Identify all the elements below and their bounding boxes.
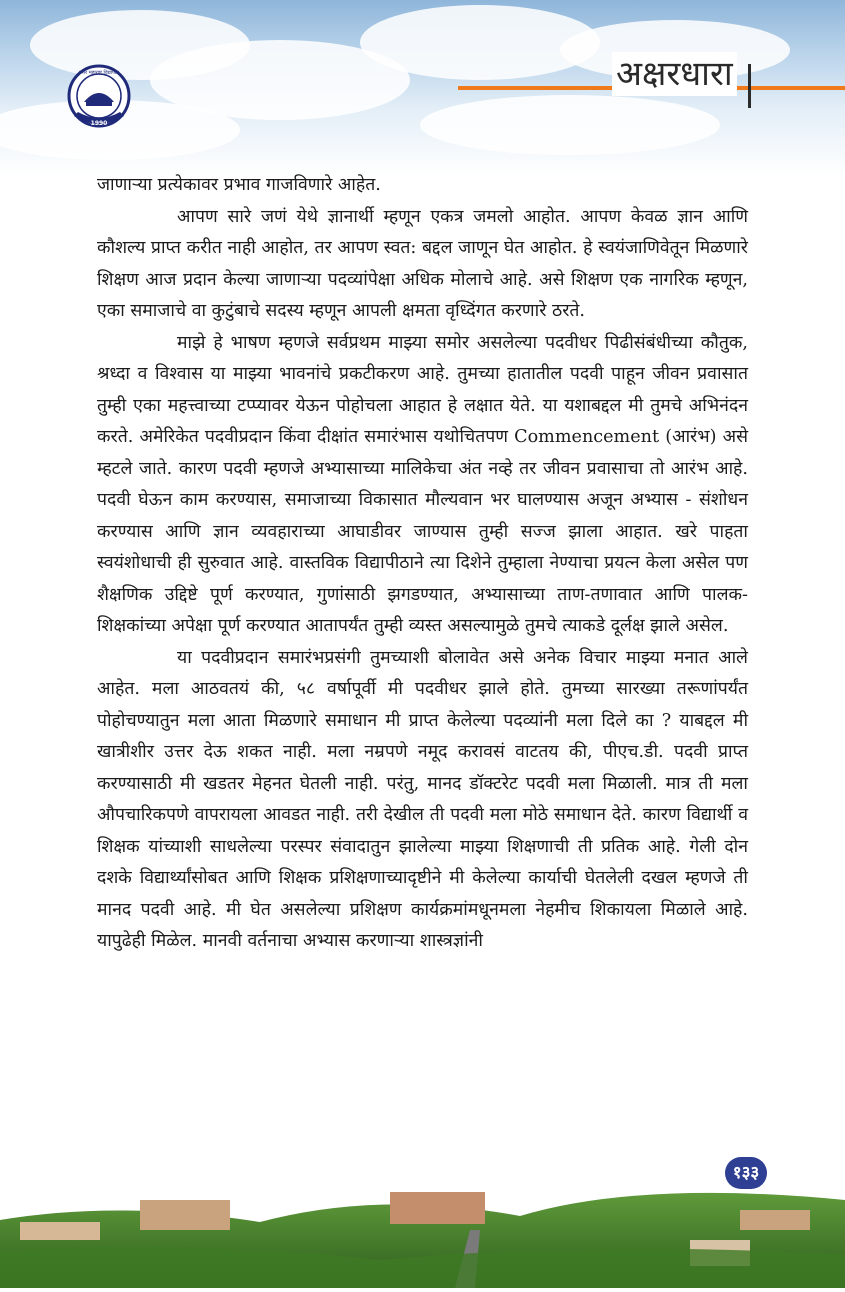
university-emblem-icon: [62, 62, 136, 134]
page-number-badge: १३३: [725, 1157, 767, 1189]
logo-arc-text: उत्तर महाराष्ट्र विद्यापीठ: [78, 70, 120, 76]
paragraph: माझे हे भाषण म्हणजे सर्वप्रथम माझ्या समोर असलेल्या पदवीधर पिढीसंबंधीच्या कौतुक, श्रध्दा व विश्वास या माझ्या भावनांचे प्रकटीकरण आहे. तुमच्या हातातील पदवी पाहून जीवन प्रवासात तुम्ही एका महत्त्वाच्या टप्प्यावर येऊन पोहोचला आहात हे लक्षात येते. या यशाबद्दल मी तुमचे अभिनंदन करते. अमेरिकेत पदवीप्रदान किंवा दीक्षांत समारंभास यथोचितपण Commencement (आरंभ) असे म्हटले जाते. कारण पदवी म्हणजे अभ्यासाच्या मालिकेचा अंत नव्हे तर जीवन प्रवासाचा तो आरंभ आहे. पदवी घेऊन काम करण्यास, समाजाच्या विकासात मौल्यवान भर घालण्यास अजून अभ्यास - संशोधन करण्यास आणि ज्ञान व्यवहाराच्या आघाडीवर जाण्यास तुम्ही सज्ज झाला आहात. खरे पाहता स्वयंशोधाची ही सुरुवात आहे. वास्तविक विद्यापीठाने त्या दिशेने तुम्हाला नेण्याचा प्रयत्न केला असेल पण शैक्षणिक उद्दिष्टे पूर्ण करण्यात, गुणांसाठी झगडण्यात, अभ्यासाच्या ताण-तणावात आणि पालक-शिक्षकांच्या अपेक्षा पूर्ण करण्यात आतापर्यंत तुम्ही व्यस्त असल्यामुळे तुमचे त्याकडे दूर्लक्ष झाले असेल.: [97, 332, 748, 636]
paragraph-continuation: जाणाऱ्या प्रत्येकावर प्रभाव गाजविणारे आहेत.: [97, 175, 381, 195]
campus-landscape-image: [0, 1170, 845, 1288]
article-body: [97, 170, 748, 958]
masthead-divider: [748, 64, 751, 108]
university-logo: [62, 62, 136, 134]
paragraph: या पदवीप्रदान समारंभप्रसंगी तुमच्याशी बोलावेत असे अनेक विचार माझ्या मनात आले आहेत. मला आठवतयं की, ५८ वर्षापूर्वी मी पदवीधर झाले होते. तुमच्या सारख्या तरूणांपर्यंत पोहोचण्यातुन मला आता मिळणारे समाधान मी प्राप्त केलेल्या पदव्यांनी मला दिले का ? याबद्दल मी खात्रीशीर उत्तर देऊ शकत नाही. मला नम्रपणे नमूद करावसं वाटतय की, पीएच.डी. पदवी प्राप्त करण्यासाठी मी खडतर मेहनत घेतली नाही. परंतु, मानद डॉक्टरेट पदवी मला मिळाली. मात्र ती मला औपचारिकपणे वापरायला आवडत नाही. तरी देखील ती पदवी मला मोठे समाधान देते. कारण विद्यार्थी व शिक्षक यांच्याशी साधलेल्या परस्पर संवादातुन झालेल्या माझ्या शिक्षणाची ती प्रतिक आहे. गेली दोन दशके विद्यार्थ्यांसोबत आणि शिक्षक प्रशिक्षणाच्यादृष्टीने मी केलेल्या कार्याची घेतलेली दखल म्हणजे ती मानद पदवी आहे. मी घेत असलेल्या प्रशिक्षण कार्यक्रमांमधूनमला नेहमीच शिकायला मिळाले आहे. यापुढेही मिळेल. मानवी वर्तनाचा अभ्यास करणाऱ्या शास्त्रज्ञांनी: [97, 647, 748, 951]
paragraph: आपण सारे जणं येथे ज्ञानार्थी म्हणून एकत्र जमलो आहोत. आपण केवळ ज्ञान आणि कौशल्य प्राप्त करीत नाही आहोत, तर आपण स्वत: बद्दल जाणून घेत आहोत. हे स्वयंजाणिवेतून मिळणारे शिक्षण आज प्रदान केल्या जाणाऱ्या पदव्यांपेक्षा अधिक मोलाचे आहे. असे शिक्षण एक नागरिक म्हणून, एका समाजाचे वा कुटुंबाचे सदस्य म्हणून आपली क्षमता वृध्दिंगत करणारे ठरते.: [97, 206, 748, 321]
magazine-title: अक्षरधारा: [612, 52, 737, 96]
logo-year: 1990: [90, 120, 108, 127]
